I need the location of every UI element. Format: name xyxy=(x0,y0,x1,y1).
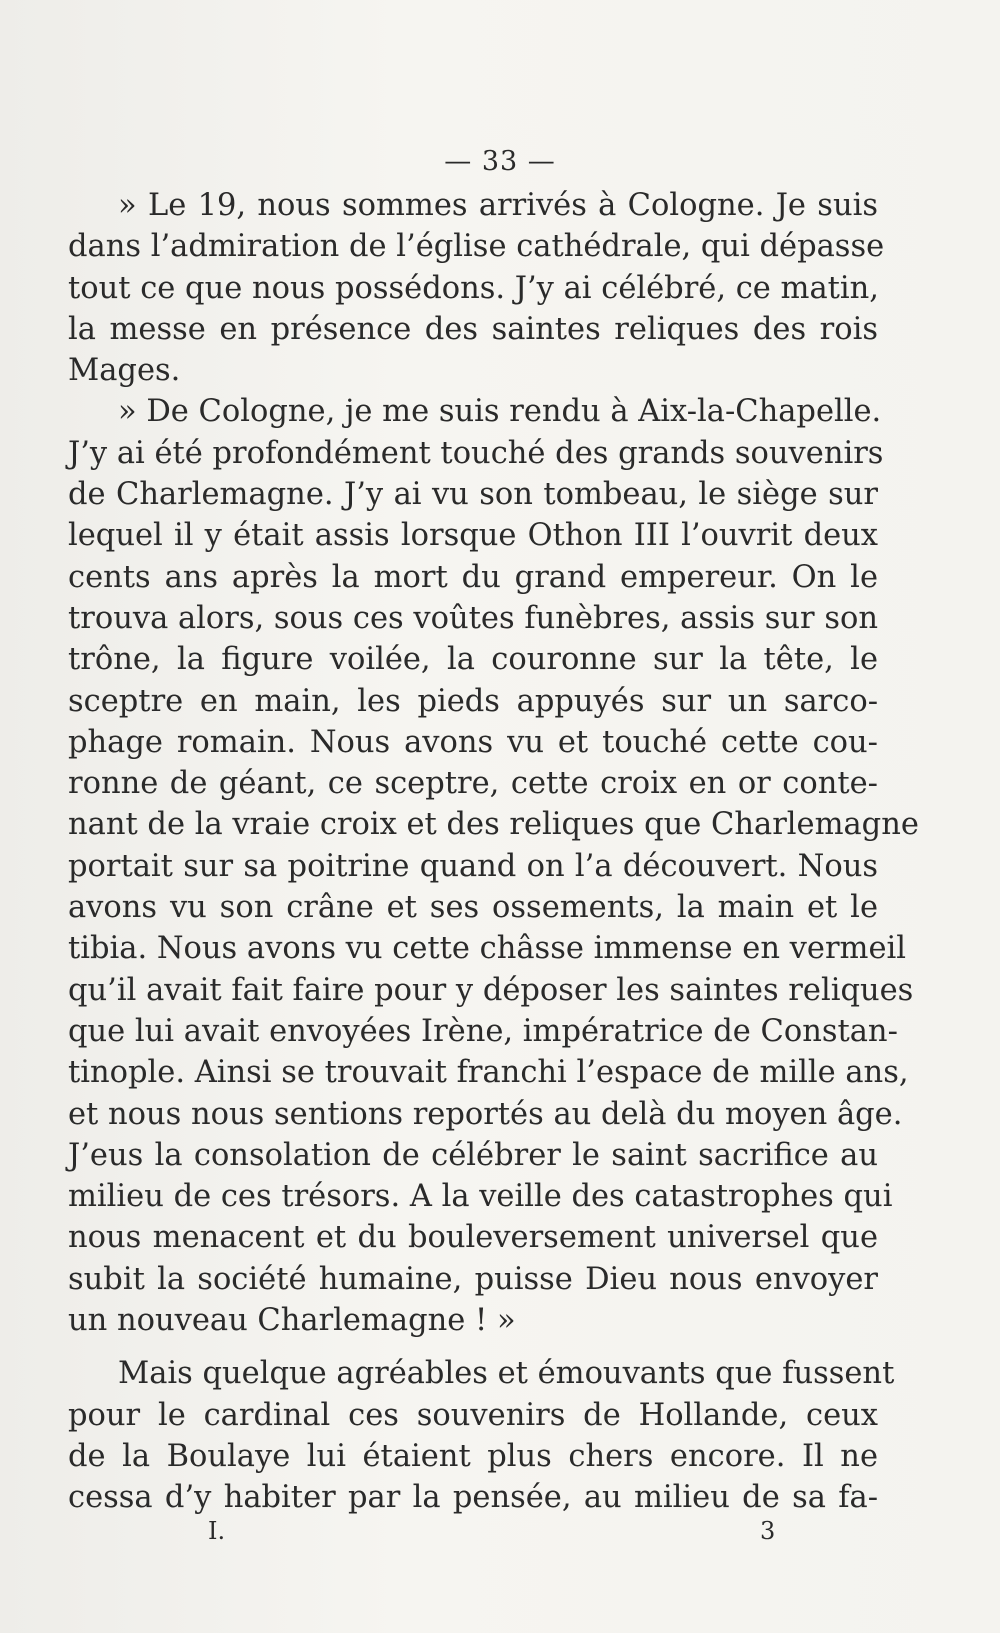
text-line: » Le 19, nous sommes arrivés à Cologne. Je suis xyxy=(118,188,878,223)
text-line: tinople. Ainsi se trouvait franchi l’espace de mille ans, xyxy=(68,1055,909,1091)
page-footer xyxy=(0,1517,1000,1557)
text-line: trouva alors, sous ces voûtes funèbres, assis sur son xyxy=(68,600,878,636)
text-line: la messe en présence des saintes reliques des rois xyxy=(68,311,878,347)
text-line: nous menacent et du bouleversement universel que xyxy=(68,1220,878,1256)
text-line: » De Cologne, je me suis rendu à Aix-la-Chapelle. xyxy=(118,394,882,430)
text-line: de la Boulaye lui étaient plus chers encore. Il ne xyxy=(68,1438,878,1474)
page-number: — 33 — xyxy=(444,146,556,177)
text-line: phage romain. Nous avons vu et touché cette cou- xyxy=(68,724,878,760)
text-line: lequel il y était assis lorsque Othon III l’ouvrit deux xyxy=(68,518,878,554)
text-line: et nous nous sentions reportés au delà du moyen âge. xyxy=(68,1096,903,1132)
text-line: ronne de géant, ce sceptre, cette croix en or conte- xyxy=(68,766,878,802)
text-line: trône, la figure voilée, la couronne sur la tête, le xyxy=(68,642,878,678)
text-line: Mais quelque agréables et émouvants que fussent xyxy=(118,1356,895,1392)
text-line: que lui avait envoyées Irène, impératrice de Constan- xyxy=(68,1013,898,1049)
text-line: cents ans après la mort du grand empereur. On le xyxy=(68,559,878,595)
text-line: portait sur sa poitrine quand on l’a découvert. Nous xyxy=(68,848,878,884)
text-line: de Charlemagne. J’y ai vu son tombeau, le siège sur xyxy=(68,477,878,513)
text-line: pour le cardinal ces souvenirs de Hollande, ceux xyxy=(68,1397,878,1433)
text-line: cessa d’y habiter par la pensée, au milieu de sa fa- xyxy=(68,1480,878,1516)
signature-mark: I. xyxy=(208,1517,226,1545)
text-line: tout ce que nous possédons. J’y ai célébré, ce matin, xyxy=(68,270,880,306)
text-line: subit la société humaine, puisse Dieu nous envoyer xyxy=(68,1261,878,1297)
text-line: J’eus la consolation de célébrer le saint sacrifice au xyxy=(68,1137,878,1173)
text-line: sceptre en main, les pieds appuyés sur un sarco- xyxy=(68,683,878,719)
text-line: tibia. Nous avons vu cette châsse immense en vermeil xyxy=(68,931,907,967)
body-text xyxy=(68,185,919,1519)
text-line: avons vu son crâne et ses ossements, la main et le xyxy=(68,890,878,926)
text-line: milieu de ces trésors. A la veille des catastrophes qui xyxy=(68,1179,893,1215)
text-line: un nouveau Charlemagne ! » xyxy=(68,1303,516,1339)
text-line: Mages. xyxy=(68,353,181,389)
text-line: qu’il avait fait faire pour y déposer les saintes reliques xyxy=(68,972,914,1008)
sheet-number: 3 xyxy=(760,1517,776,1545)
text-line: dans l’admiration de l’église cathédrale, qui dépasse xyxy=(68,229,885,265)
text-line: nant de la vraie croix et des reliques que Charlemagne xyxy=(68,807,919,843)
text-line: J’y ai été profondément touché des grands souvenirs xyxy=(68,435,884,471)
